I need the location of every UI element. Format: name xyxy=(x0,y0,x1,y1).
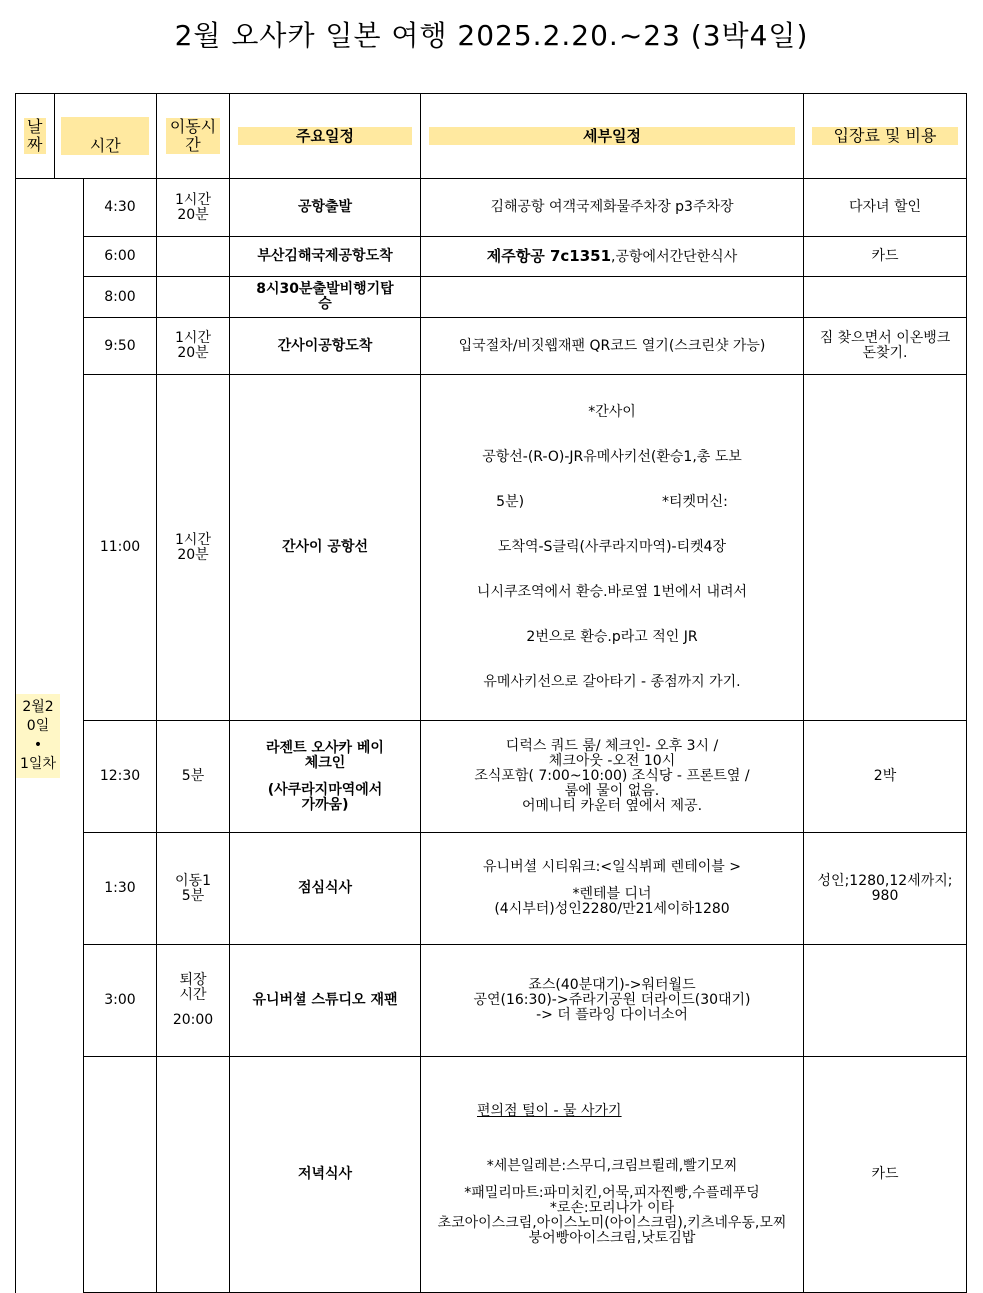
header-time xyxy=(54,94,156,179)
detail-cell xyxy=(421,375,804,721)
cost-cell xyxy=(804,375,967,721)
detail-line: 조식포함( 7:00~10:00) 조식당 - 프론트옆 / xyxy=(474,768,750,784)
detail-line: 공항선-(R-O)-JR유메사키선(환승1,총 도보 xyxy=(482,449,742,465)
detail-cell xyxy=(421,318,804,375)
main-cell: 저녁식사 xyxy=(230,1057,421,1293)
main-line: 체크인 xyxy=(304,754,346,771)
main-cell: 점심식사 xyxy=(230,833,421,945)
cost-cell xyxy=(804,277,967,318)
time-cell: 9:50 xyxy=(84,318,157,375)
travel-line: 퇴장 xyxy=(179,972,207,988)
table-row xyxy=(16,237,967,277)
time-cell: 1:30 xyxy=(84,833,157,945)
detail-line: (4시부터)성인2280/만21세이하1280 xyxy=(494,901,730,917)
detail-line: 니시쿠조역에서 환승.바로옆 1번에서 내려서 xyxy=(476,584,748,600)
travel-text: 1시간20분 xyxy=(175,531,211,563)
travel-line: 시간 xyxy=(179,987,207,1003)
detail-cell xyxy=(421,945,804,1057)
detail-line: 체크아웃 -오전 10시 xyxy=(548,753,676,769)
itinerary-table xyxy=(15,93,967,1293)
cost-text: 성인;1280,12세까지; 980 xyxy=(817,872,953,904)
travel-cell xyxy=(157,1057,230,1293)
header-detail-label: 세부일정 xyxy=(429,127,795,145)
travel-cell xyxy=(157,375,230,721)
table-row xyxy=(16,375,967,721)
time-cell: 12:30 xyxy=(84,721,157,833)
travel-cell xyxy=(157,237,230,277)
day1-bullet: • xyxy=(33,736,43,753)
detail-line: 죠스(40분대기)->워터월드 xyxy=(528,977,696,993)
time-cell: 6:00 xyxy=(84,237,157,277)
header-date xyxy=(16,94,55,179)
header-time-label: 시간 xyxy=(61,117,149,155)
cost-cell xyxy=(804,833,967,945)
detail-line: 디럭스 쿼드 룸/ 체크인- 오후 3시 / xyxy=(505,738,719,754)
header-travel-time xyxy=(157,94,230,179)
detail-line: *세븐일레븐:스무디,크림브륄레,빨기모찌 xyxy=(486,1157,738,1174)
main-line: (사쿠라지마역에서 xyxy=(267,781,383,798)
travel-text: 1시간20분 xyxy=(175,191,211,223)
header-main xyxy=(230,94,421,179)
main-text: 부산김해국제공항도착 xyxy=(257,248,393,264)
table-row xyxy=(16,833,967,945)
main-line: 라젠트 오사카 베이 xyxy=(266,739,384,756)
detail-line: 룸에 물이 없음. xyxy=(564,783,660,799)
main-cell: 간사이 공항선 xyxy=(230,375,421,721)
day1-date-label: 2월20일 xyxy=(22,698,54,734)
main-cell: 공항출발 xyxy=(230,179,421,237)
cost-cell: 다자녀 할인 xyxy=(804,179,967,237)
detail-line: *패밀리마트:파미치킨,어묵,피자찐빵,수플레푸딩 xyxy=(464,1184,760,1201)
detail-line: 유메사키선으로 갈아타기 - 종점까지 가기. xyxy=(483,674,741,690)
table-row xyxy=(16,945,967,1057)
detail-cell xyxy=(421,277,804,318)
main-cell xyxy=(230,721,421,833)
travel-text: 1시간20분 xyxy=(175,330,211,361)
cost-cell: 카드 xyxy=(804,237,967,277)
detail-line: 도착역-S클릭(사쿠라지마역)-티켓4장 xyxy=(497,539,727,555)
detail-cell: 김해공항 여객국제화물주차장 p3주차장 xyxy=(421,179,804,237)
header-cost-label: 입장료 및 비용 xyxy=(812,127,958,145)
table-row xyxy=(16,179,967,237)
cost-cell: 2박 xyxy=(804,721,967,833)
cost-cell xyxy=(804,318,967,375)
travel-cell xyxy=(157,945,230,1057)
main-cell xyxy=(230,277,421,318)
detail-cell xyxy=(421,833,804,945)
cost-text: 짐 찾으면서 이온뱅크 돈찾기. xyxy=(819,330,951,361)
time-cell xyxy=(84,1057,157,1293)
main-cell xyxy=(230,237,421,277)
detail-cell xyxy=(421,1057,804,1293)
detail-text: 입국절차/비짓웹재팬 QR코드 열기(스크린샷 가능) xyxy=(458,337,766,354)
detail-line: 2번으로 환승.p라고 적인 JR xyxy=(526,629,698,645)
day1-date-cell xyxy=(16,179,84,1293)
page-title: 2월 오사카 일본 여행 2025.2.20.~23 (3박4일) xyxy=(174,19,809,52)
cost-cell xyxy=(804,945,967,1057)
main-text: 유니버셜 스튜디오 재팬 xyxy=(252,992,398,1008)
detail-line: -> 더 플라잉 다이너소어 xyxy=(536,1007,688,1023)
detail-line: *간사이 xyxy=(588,404,636,420)
detail-line: 5분) *티켓머신: xyxy=(496,494,728,510)
time-cell: 11:00 xyxy=(84,375,157,721)
cost-cell: 카드 xyxy=(804,1057,967,1293)
flight-number: 제주항공 7c1351 xyxy=(486,246,612,265)
main-line: 가까움) xyxy=(301,796,349,813)
table-row xyxy=(16,1057,967,1293)
table-row xyxy=(16,721,967,833)
table-row xyxy=(16,277,967,318)
detail-cell xyxy=(421,237,804,277)
travel-cell xyxy=(157,833,230,945)
detail-line: 유니버셜 시티워크:<일식뷔페 렌테이블 > xyxy=(483,859,741,875)
travel-text: 이동15분 xyxy=(175,872,211,904)
main-cell xyxy=(230,945,421,1057)
day1-day-label: 1일차 xyxy=(20,755,56,772)
detail-line: *로손:모리나가 이타 xyxy=(549,1199,675,1216)
header-cost xyxy=(804,94,967,179)
main-text: 8시30분출발비행기탑승 xyxy=(256,281,394,312)
header-detail xyxy=(421,94,804,179)
header-date-label: 날짜 xyxy=(24,118,46,154)
main-cell: 간사이공항도착 xyxy=(230,318,421,375)
detail-line: *렌테블 디너 xyxy=(572,886,652,902)
convenience-store-title: 편의점 털이 - 물 사가기 xyxy=(477,1102,622,1119)
detail-line: 초코아이스크림,아이스노미(아이스크림),키츠네우동,모찌붕어빵아이스크림,낫토김밥 xyxy=(437,1214,787,1246)
time-cell: 8:00 xyxy=(84,277,157,318)
travel-line: 20:00 xyxy=(172,1012,214,1028)
header-row xyxy=(16,94,967,179)
detail-text: ,공항에서간단한식사 xyxy=(611,248,738,265)
detail-line: 어메니티 카운터 옆에서 제공. xyxy=(521,798,703,814)
travel-cell xyxy=(157,318,230,375)
time-cell: 3:00 xyxy=(84,945,157,1057)
header-travel-time-label: 이동시간 xyxy=(166,118,220,154)
table-row xyxy=(16,318,967,375)
header-main-label: 주요일정 xyxy=(238,127,412,145)
detail-cell xyxy=(421,721,804,833)
travel-cell xyxy=(157,179,230,237)
time-cell: 4:30 xyxy=(84,179,157,237)
detail-line: 공연(16:30)->쥬라기공원 더라이드(30대기) xyxy=(473,992,751,1008)
travel-cell xyxy=(157,277,230,318)
travel-cell: 5분 xyxy=(157,721,230,833)
